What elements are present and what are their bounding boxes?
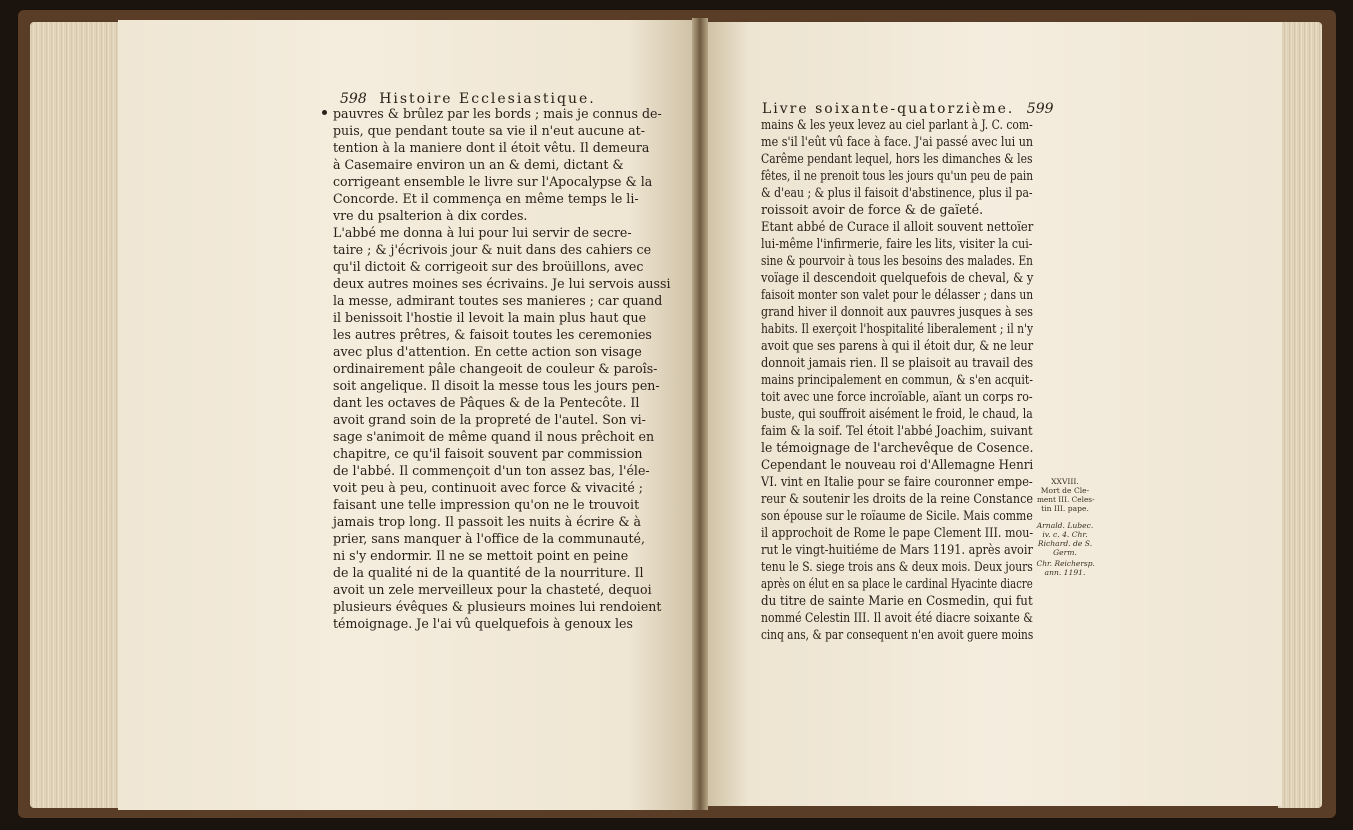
text-line: avoit que ses parens à qui il étoit dur, & ne leur <box>761 338 1034 353</box>
text-line: nommé Celestin III. Il avoit été diacre soixante & <box>761 610 1033 625</box>
text-line: son épouse sur le roïaume de Sicile. Mais comme <box>761 508 1033 523</box>
text-line: de l'abbé. Il commençoit d'un ton assez bas, l'éle- <box>333 463 650 478</box>
text-line: sage s'animoit de même quand il nous prêchoit en <box>333 429 655 444</box>
margin-note-line: XXVIII. <box>1051 477 1079 486</box>
text-line: cinq ans, & par consequent n'en avoit guere moins <box>761 627 1034 642</box>
text-line: ni s'y endormir. Il ne se mettoit point en peine <box>333 548 629 563</box>
text-line: voit peu à peu, continuoit avec force & vivacité ; <box>333 480 644 495</box>
text-line: me s'il l'eût vû face à face. J'ai passé avec lui un <box>761 134 1034 149</box>
text-line: donnoit jamais rien. Il se plaisoit au travail des <box>761 355 1034 370</box>
text-line: lui-même l'infirmerie, faire les lits, visiter la cui- <box>761 236 1033 251</box>
margin-notes <box>1036 477 1094 577</box>
text-line: dant les octaves de Pâques & de la Pentecôte. Il <box>333 395 640 410</box>
text-line: roissoit avoir de force & de gaïeté. <box>761 202 984 217</box>
right-page-text <box>761 116 1033 643</box>
text-line: après on élut en sa place le cardinal Hyacinte diacre <box>761 576 1033 591</box>
text-line: mains & les yeux levez au ciel parlant à J. C. com- <box>761 117 1033 132</box>
text-line: chapitre, ce qu'il faisoit souvent par commission <box>333 446 643 461</box>
text-line: qu'il dictoit & corrigeoit sur des broüillons, avec <box>333 259 644 274</box>
text-line: Concorde. Et il commença en même temps le li- <box>333 191 639 206</box>
text-line: faisant une telle impression qu'on ne le trouvoit <box>333 497 640 512</box>
ornament-mark <box>322 110 327 115</box>
text-line: témoignage. Je l'ai vû quelquefois à genoux les <box>333 616 633 631</box>
left-page-number: 598 <box>340 91 367 107</box>
text-line: faim & la soif. Tel étoit l'abbé Joachim, suivant <box>761 423 1033 438</box>
text-line: de la qualité ni de la quantité de la nourriture. Il <box>333 565 644 580</box>
text-line: il approchoit de Rome le pape Clement III. mou- <box>761 525 1034 540</box>
text-line: plusieurs évêques & plusieurs moines lui rendoient <box>333 599 662 614</box>
text-line: corrigeant ensemble le livre sur l'Apocalypse & la <box>333 174 653 189</box>
text-line: reur & soutenir les droits de la reine Constance <box>761 491 1033 506</box>
margin-note-line: Mort de Cle- <box>1040 486 1090 495</box>
margin-note-line: Chr. Reichersp. <box>1036 559 1095 568</box>
text-line: prier, sans manquer à l'office de la communauté, <box>333 531 645 546</box>
text-line: sine & pourvoir à tous les besoins des malades. En <box>761 253 1033 268</box>
text-line: avoit un zele merveilleux pour la chasteté, dequoi <box>333 582 652 597</box>
text-line: soit angelique. Il disoit la messe tous les jours pen- <box>333 378 660 393</box>
text-line: toit avec une force incroïable, aïant un corps ro- <box>761 389 1033 404</box>
right-running-title: Livre soixante-quatorzième. <box>762 101 1015 117</box>
text-line: habits. Il exerçoit l'hospitalité liberalement ; il n'y <box>761 321 1034 336</box>
text-line: il benissoit l'hostie il levoit la main plus haut que <box>333 310 647 325</box>
text-line: les autres prêtres, & faisoit toutes les ceremonies <box>333 327 652 342</box>
text-line: Etant abbé de Curace il alloit souvent nettoïer <box>761 219 1034 234</box>
text-line: à Casemaire environ un an & demi, dictant & <box>333 157 624 172</box>
right-page-header <box>762 101 1054 117</box>
right-page-number: 599 <box>1026 101 1054 117</box>
text-line: mains principalement en commun, & s'en acquit- <box>761 372 1033 387</box>
text-line: avec plus d'attention. En cette action son visage <box>333 344 642 359</box>
text-line: rut le vingt-huitiéme de Mars 1191. après avoir <box>761 542 1033 557</box>
left-running-title: Histoire Ecclesiastique. <box>379 91 596 107</box>
text-line: & d'eau ; & plus il faisoit d'abstinence, plus il pa- <box>761 185 1033 200</box>
text-line: tenu le S. siege trois ans & deux mois. Deux jours <box>761 559 1033 574</box>
left-page-text <box>333 105 678 632</box>
margin-note-line: Germ. <box>1053 548 1077 557</box>
text-line: vre du psalterion à dix cordes. <box>333 208 528 223</box>
margin-note-line: iv. c. 4. Chr. <box>1042 530 1088 539</box>
left-page-edges <box>30 22 130 808</box>
text-line: voïage il descendoit quelquefois de cheval, & y <box>761 270 1034 285</box>
text-line: faisoit monter son valet pour le délasser ; dans un <box>761 287 1034 302</box>
margin-note-line: ann. 1191. <box>1044 568 1086 577</box>
right-page-edges <box>1278 22 1322 808</box>
text-line: avoit grand soin de la propreté de l'autel. Son vi- <box>333 412 646 427</box>
text-line: Cependant le nouveau roi d'Allemagne Henri <box>761 457 1034 472</box>
text-line: pauvres & brûlez par les bords ; mais je connus de- <box>333 106 662 121</box>
text-line: ordinairement pâle changeoit de couleur & paroîs- <box>333 361 658 376</box>
text-line: Carême pendant lequel, hors les dimanches & les <box>761 151 1033 166</box>
text-line: jamais trop long. Il passoit les nuits à écrire & à <box>333 514 642 529</box>
margin-note-line: ment III. Celes- <box>1036 495 1095 504</box>
text-line: fêtes, il ne prenoit tous les jours qu'un peu de pain <box>761 168 1034 183</box>
text-line: VI. vint en Italie pour se faire couronner empe- <box>761 474 1033 489</box>
text-line: puis, que pendant toute sa vie il n'eut aucune at- <box>333 123 645 138</box>
text-line: L'abbé me donna à lui pour lui servir de secre- <box>333 225 632 240</box>
text-line: buste, qui souffroit aisément le froid, le chaud, la <box>761 406 1033 421</box>
margin-note-line: Richard. de S. <box>1037 539 1093 548</box>
book-gutter <box>692 18 708 810</box>
text-line: deux autres moines ses écrivains. Je lui servois aussi <box>333 276 671 291</box>
text-line: du titre de sainte Marie en Cosmedin, qui fut <box>761 593 1033 608</box>
text-line: tention à la maniere dont il étoit vêtu. Il demeura <box>333 140 650 155</box>
margin-note-line: Arnald. Lubec. <box>1036 521 1094 530</box>
text-line: la messe, admirant toutes ses manieres ; car quand <box>333 293 663 308</box>
text-line: grand hiver il donnoit aux pauvres jusques à ses <box>761 304 1033 319</box>
text-line: le témoignage de l'archevêque de Cosence. <box>761 440 1034 455</box>
text-line: taire ; & j'écrivois jour & nuit dans des cahiers ce <box>333 242 652 257</box>
margin-note-line: tin III. pape. <box>1041 504 1089 513</box>
